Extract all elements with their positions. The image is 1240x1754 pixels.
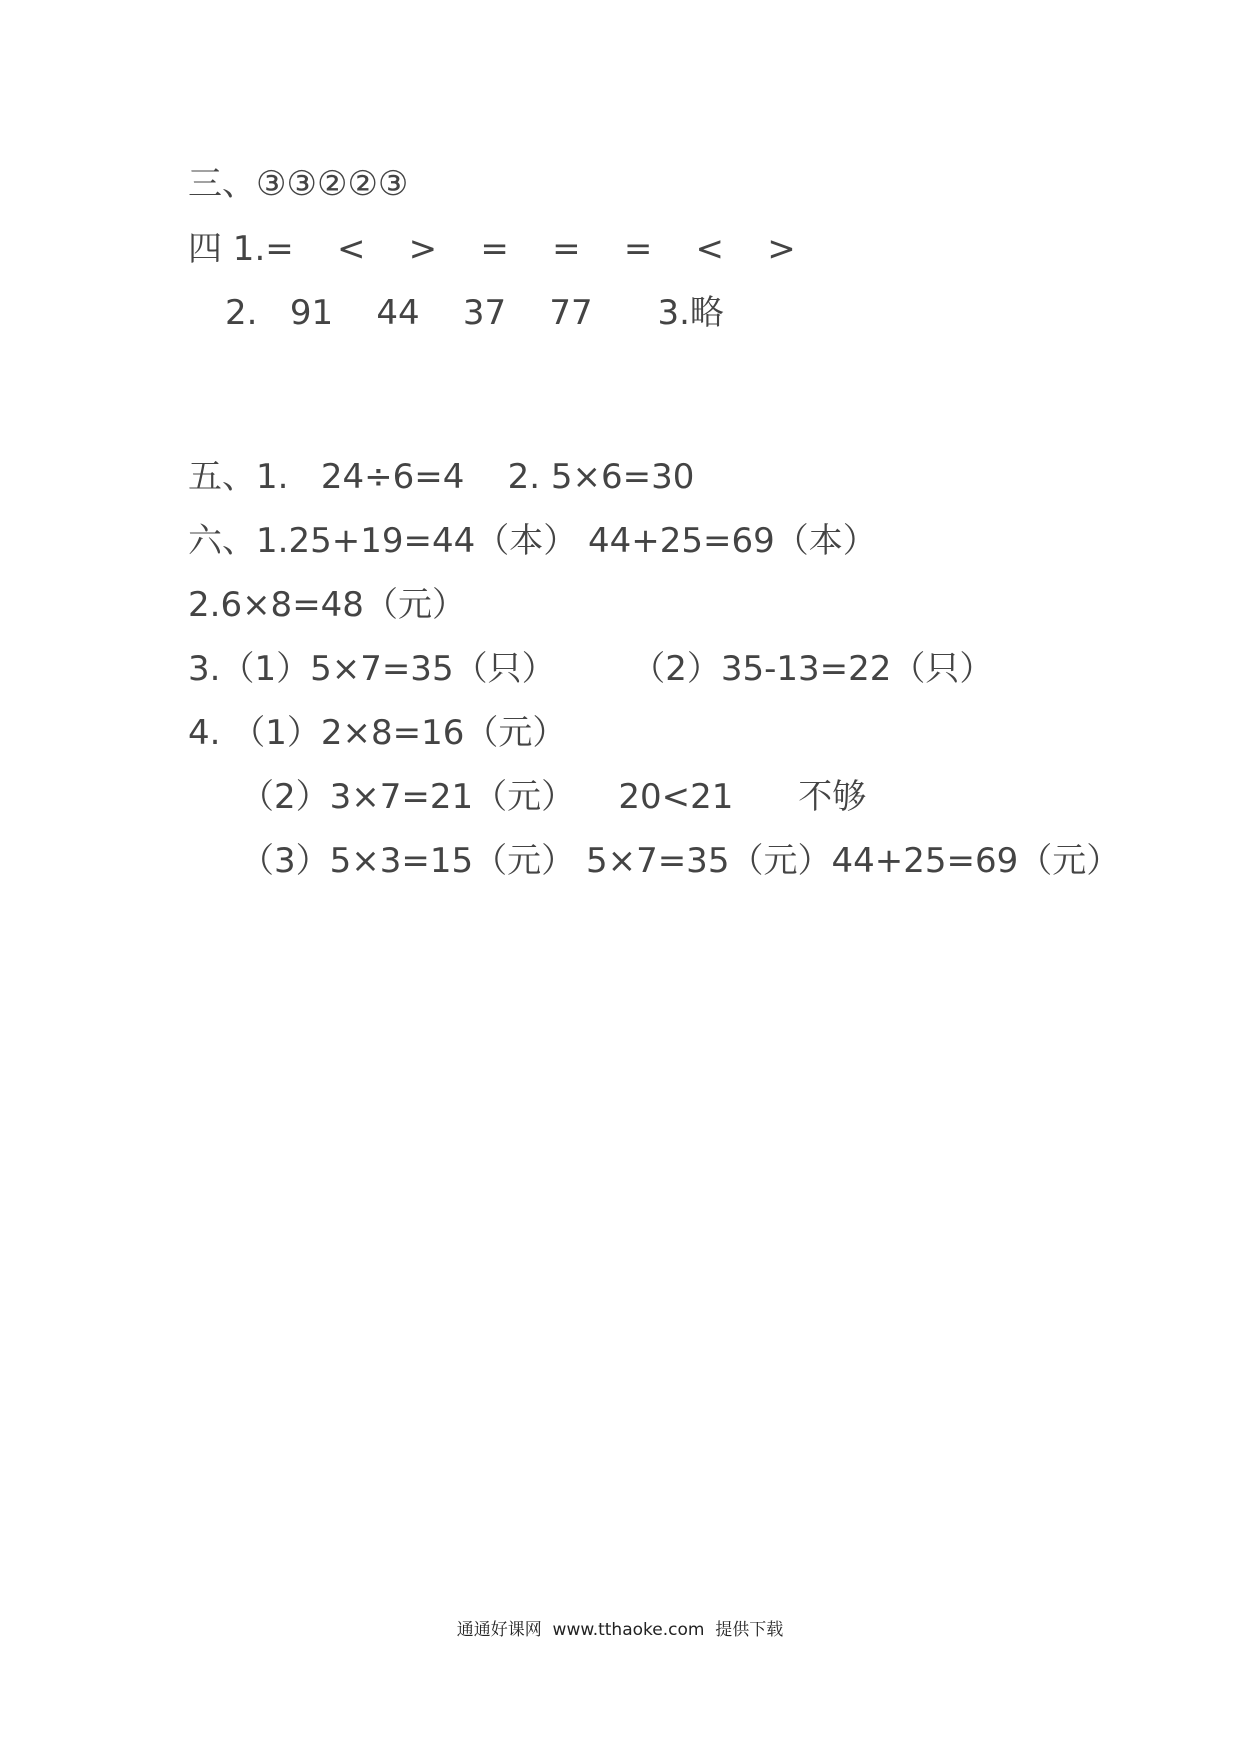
section-6-question-4-part-3: （3）5×3=15（元） 5×7=35（元）44+25=69（元） xyxy=(240,841,1121,881)
section-4-results: 2. 91 44 37 77 3.略 xyxy=(225,293,724,333)
footer-source-note: 通通好课网 www.tthaoke.com 提供下载 xyxy=(456,1620,784,1640)
section-4-comparisons: 四 1.= < > = = = < > xyxy=(188,229,796,269)
section-6-question-2: 2.6×8=48（元） xyxy=(188,585,466,625)
section-6-question-3: 3.（1）5×7=35（只） （2）35-13=22（只） xyxy=(188,649,994,689)
section-5-answers: 五、1. 24÷6=4 2. 5×6=30 xyxy=(188,457,695,497)
section-6-question-4: 4. （1）2×8=16（元） xyxy=(188,713,567,753)
section-6-question-1: 六、1.25+19=44（本） 44+25=69（本） xyxy=(188,521,877,561)
section-3-answers: 三、③③②②③ xyxy=(188,164,409,204)
section-6-question-4-part-2: （2）3×7=21（元） 20<21 不够 xyxy=(240,777,867,817)
